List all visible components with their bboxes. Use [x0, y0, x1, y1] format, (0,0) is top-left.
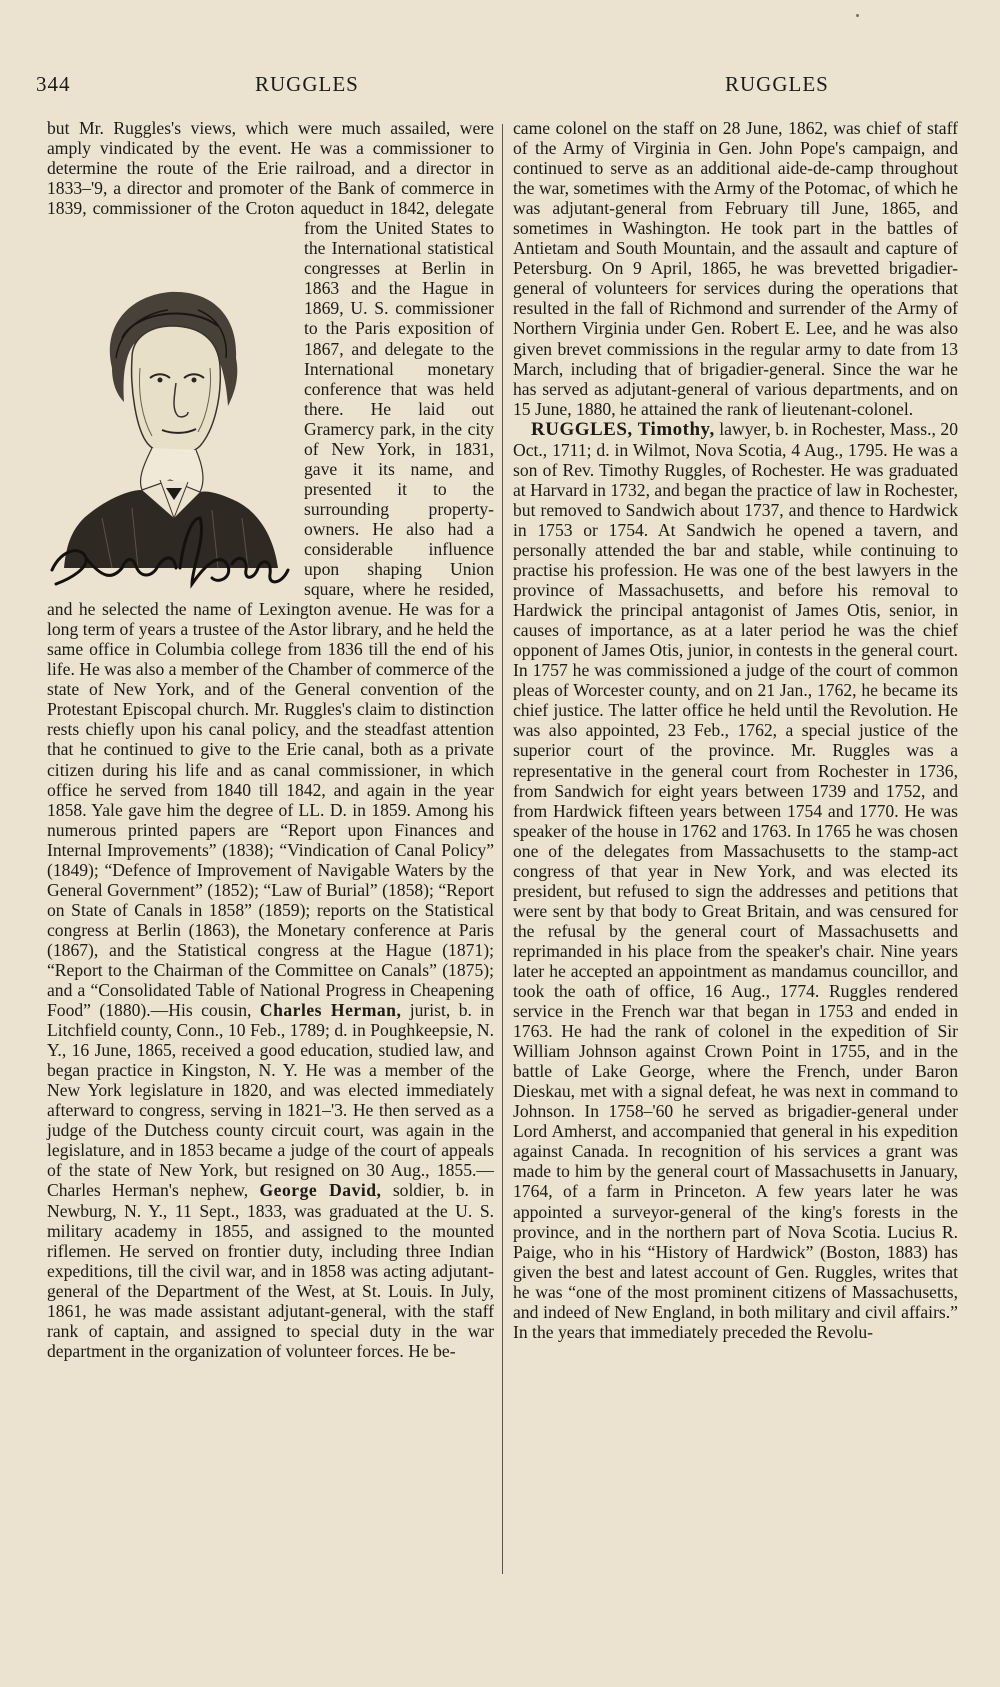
- charles-herman-name: Charles Herman,: [259, 1000, 402, 1021]
- right-continuation: came colonel on the staff on 28 June, 1862, was chief of staff of the Army of Virginia in Gen. John Pope's campaign, and continued to serve as an additional aide-de-camp throughout the war, sometimes with the Army of the Potomac, of which he was adjutant-general from February till June, 1865, and sometimes in Washington. He took part in the battles of Antietam and South Mountain, and the assault and capture of Petersburg. On 9 April, 1865, he was brevetted brigadier-general of volunteers for services during the operations that resulted in the fall of Richmond and surrender of the Army of Northern Virginia under Gen. Robert E. Lee, and he was also given brevet commissions in the regular army to date from 13 March, including that of brigadier-general. Since the war he has served as adjutant-general of various departments, and on 15 June, 1880, he attained the rank of lieutenant-colonel.: [513, 118, 958, 419]
- page-number: 344: [36, 72, 71, 96]
- entry-heading: RUGGLES, Timothy,: [531, 418, 715, 440]
- column-rule: [502, 124, 503, 1574]
- entry-text: lawyer, b. in Rochester, Mass., 20 Oct., 1711; d. in Wilmot, Nova Scotia, 4 Aug., 1795. He was a son of Rev. Timothy Ruggles, of Rochester. He was graduated at Harvard in 1732, and began the practice of law in Rochester, but removed to Sandwich about 1737, and thence to Hardwick in 1753 or 1754. At Sandwich he opened a tavern, and personally attended the bar and stable, while continuing to practise his profession. He was one of the best lawyers in the province of Massachusetts, and before his removal to Hardwick the principal antagonist of James Otis, senior, in causes of importance, as at a later period he was the chief opponent of James Otis, junior, in contests in the general court. In 1757 he was commissioned a judge of the court of common pleas of Worcester county, and on 21 Jan., 1762, he became its chief justice. The latter office he held until the Revolution. He was also appointed, 23 Feb., 1762, a special justice of the superior court of the province. Mr. Ruggles was a representative in the general court from Rochester in 1736, from Sandwich for eight years between 1739 and 1752, and from Hardwick fifteen years between 1754 and 1770. He was speaker of the house in 1762 and 1763. In 1765 he was chosen one of the delegates from Massachusetts to the stamp-act congress of that year in New York, and was elected its president, but refused to sign the addresses and petitions that were sent by that body to Great Britain, and was censured for the refusal by the general court of Massachusetts and reprimanded in his place from the speaker's chair. Nine years later he accepted an appointment as mandamus councillor, and took the oath of office, 16 Aug., 1774. Ruggles rendered service in the French war that began in 1753 and ended in 1763. He had the rank of colonel in the expedition of Sir William Johnson against Crown Point in 1755, and in the battle of Lake George, where the French, under Baron Dieskau, met with a signal defeat, he was next in command to Johnson. In 1758–'60 he served as brigadier-general under Lord Amherst, and accompanied that general in his expedition against Canada. In recognition of his services a grant was made to him by the general court of Massachusetts in January, 1764, of a farm in Princeton. A few years later he was appointed a surveyor-general of the king's forests in the province, and in the northern part of Nova Scotia. Lucius R. Paige, who in his “History of Hardwick” (Boston, 1883) has given the best and latest account of Gen. Ruggles, writes that he was “one of the most prominent citizens of Massachusetts, and indeed of New England, in both military and civil affairs.” In the years that immediately preceded the Revolu-: [513, 418, 959, 1342]
- george-david-name: George David,: [259, 1180, 382, 1201]
- right-running-head: RUGGLES: [725, 72, 829, 96]
- running-header: [36, 68, 971, 98]
- paper-speck: [856, 14, 859, 17]
- george-david-text: soldier, b. in Newburg, N. Y., 11 Sept., 1833, was graduated at the U. S. military academy in 1855, and assigned to the mounted riflemen. He served on frontier duty, including three Indian expeditions, till the civil war, and in 1858 was acting adjutant-general of the Department of the West, at St. Louis. In July, 1861, he was made assistant adjutant-general, with the staff rank of captain, and assigned to special duty in the war department in the organization of volunteer forces. He be-: [47, 1180, 495, 1361]
- left-running-head: RUGGLES: [255, 72, 359, 96]
- portrait-image: [42, 218, 296, 596]
- right-column: [513, 118, 958, 1342]
- left-column: [47, 118, 494, 1361]
- intro-text-rest: delegate from the United States to the International statistical congresses at Berlin in 1863 and the Hague in 1869, U. S. commissioner to the Paris exposition of 1867, and delegate to the International monetary conference that was held there. He laid out Gramercy park, in the city of New York, in 1831, gave it its name, and presented it to the surrounding property-owners. He also had a considerable influence upon shaping Union square, where he resided, and he selected the name of Lexington avenue. He was for a long term of years a trustee of the Astor library, and he held the same office in Columbia college from 1836 till the end of his life. He was also a member of the Chamber of commerce of the state of New York, and of the General convention of the Protestant Episcopal church. Mr. Ruggles's claim to distinction rests chiefly upon his canal policy, and the steadfast attention that he continued to give to the Erie canal, both as a private citizen during his life and as canal commissioner, in which office he served from 1840 till 1842, and again in the year 1858. Yale gave him the degree of LL. D. in 1859. Among his numerous printed papers are “Report upon Finances and Internal Improvements” (1838); “Vindication of Canal Policy” (1849); “Defence of Improvement of Navigable Waters by the General Government” (1852); “Law of Burial” (1858); “Report on State of Canals in 1858” (1859); reports on the Statistical congress at Berlin (1863), the Monetary conference at Paris (1867), and the Statistical congress at the Hague (1871); “Report to the Chairman of the Committee on Canals” (1875); and a “Consolidated Table of National Progress in Cheapening Food” (1880).—His cousin,: [47, 198, 495, 1021]
- intro-text-opening: but Mr. Ruggles's views, which were much assailed, were amply vindicated by the event. He was a commissioner to determine the route of the Erie railroad, and a director in 1833–'9, a director and promoter of the Bank of commerce in 1839, commissioner of the Croton aqueduct in 1842,: [47, 118, 494, 219]
- timothy-ruggles-entry: [513, 419, 958, 1342]
- portrait-engraving: [42, 218, 296, 596]
- left-column-text: [47, 118, 494, 1361]
- charles-herman-text: jurist, b. in Litchfield county, Conn., 10 Feb., 1789; d. in Poughkeepsie, N. Y., 16 June, 1865, received a good education, studied law, and began practice in Kingston, N. Y. He was a member of the New York legislature in 1820, and was elected immediately afterward to congress, serving in 1821–'3. He then served as a judge of the Dutchess county circuit court, was again in the legislature, and in 1853 became a judge of the court of appeals of the state of New York, but resigned on 30 Aug., 1855.—Charles Herman's nephew,: [47, 1000, 494, 1201]
